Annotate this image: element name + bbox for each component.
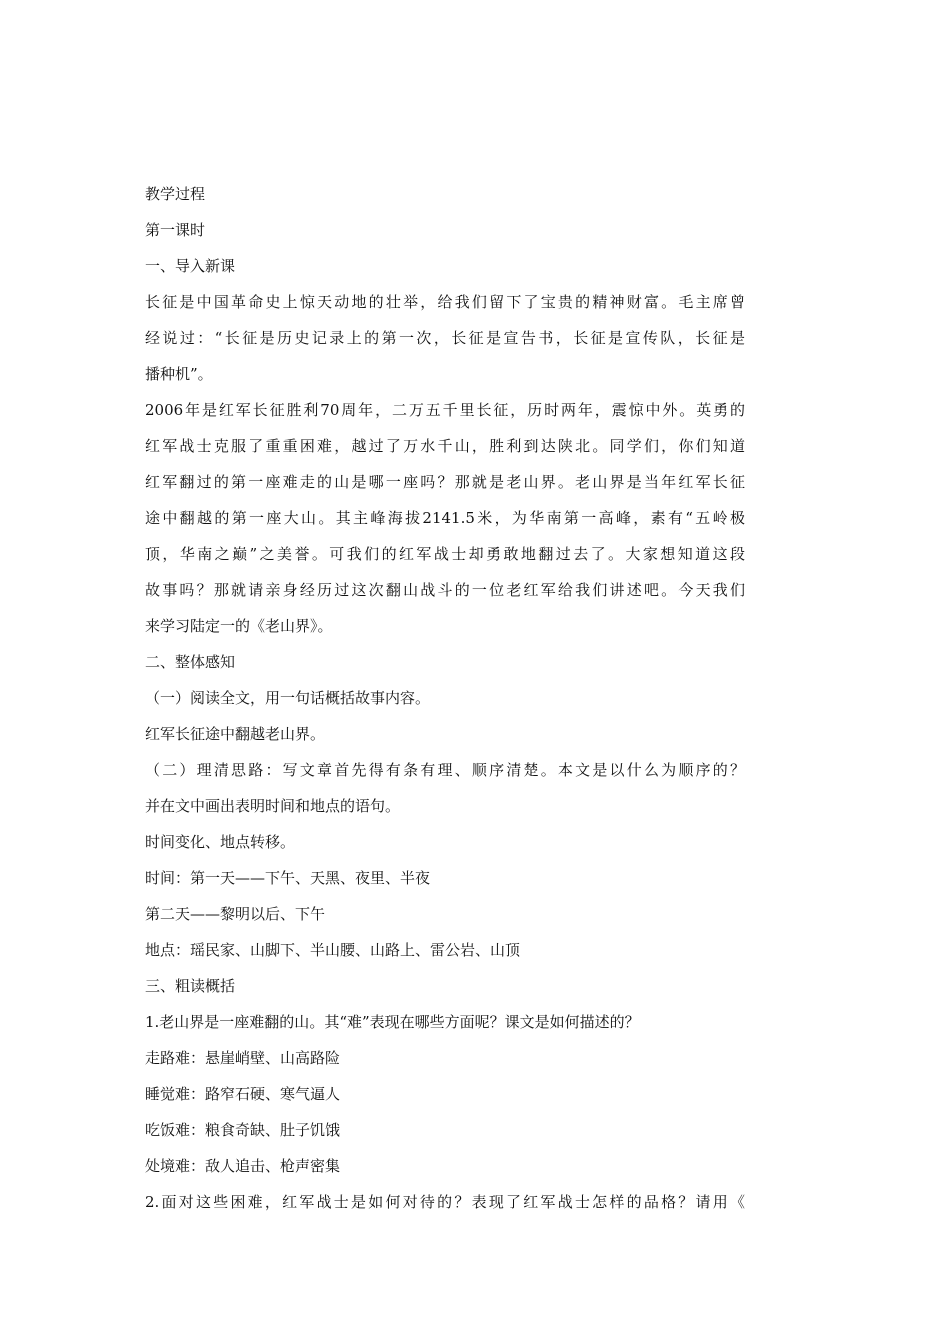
text-line: 并在文中画出表明时间和地点的语句。 xyxy=(145,797,401,815)
text-line: 时间变化、地点转移。 xyxy=(145,833,296,851)
text-line: 时间：第一天——下午、天黑、夜里、半夜 xyxy=(145,869,431,887)
text-line: 吃饭难：粮食奇缺、肚子饥饿 xyxy=(145,1121,341,1139)
text-line: （一）阅读全文，用一句话概括故事内容。 xyxy=(145,689,431,707)
text-line: 地点：瑶民家、山脚下、半山腰、山路上、雷公岩、山顶 xyxy=(145,941,521,959)
text-line: 途中翻越的第一座大山。其主峰海拔2141.5米，为华南第一高峰，素有“五岭极 xyxy=(145,509,745,527)
text-line: 播种机”。 xyxy=(145,365,213,383)
text-line: 2006年是红军长征胜利70周年，二万五千里长征，历时两年，震惊中外。英勇的 xyxy=(145,401,745,419)
text-line: 故事吗？那就请亲身经历过这次翻山战斗的一位老红军给我们讲述吧。今天我们 xyxy=(145,581,745,599)
text-line: 红军翻过的第一座难走的山是哪一座吗？那就是老山界。老山界是当年红军长征 xyxy=(145,473,745,491)
text-line: 睡觉难：路窄石硬、寒气逼人 xyxy=(145,1085,341,1103)
text-line: 三、粗读概括 xyxy=(145,977,236,995)
text-line: 2.面对这些困难，红军战士是如何对待的？表现了红军战士怎样的品格？请用《 xyxy=(145,1193,745,1211)
text-line: 1.老山界是一座难翻的山。其“难”表现在哪些方面呢？课文是如何描述的？ xyxy=(145,1013,640,1031)
text-line: 顶，华南之巅”之美誉。可我们的红军战士却勇敢地翻过去了。大家想知道这段 xyxy=(145,545,745,563)
text-line: 一、导入新课 xyxy=(145,257,236,275)
text-line: 第一课时 xyxy=(145,221,206,239)
text-line: （二）理清思路：写文章首先得有条有理、顺序清楚。本文是以什么为顺序的？ xyxy=(145,761,745,779)
text-line: 长征是中国革命史上惊天动地的壮举，给我们留下了宝贵的精神财富。毛主席曾 xyxy=(145,293,745,311)
text-line: 教学过程 xyxy=(145,185,206,203)
text-line: 二、整体感知 xyxy=(145,653,236,671)
text-line: 来学习陆定一的《老山界》。 xyxy=(145,617,333,635)
text-line: 经说过：“长征是历史记录上的第一次，长征是宣告书，长征是宣传队，长征是 xyxy=(145,329,745,347)
text-line: 处境难：敌人追击、枪声密集 xyxy=(145,1157,341,1175)
text-line: 红军战士克服了重重困难，越过了万水千山，胜利到达陕北。同学们，你们知道 xyxy=(145,437,745,455)
text-line: 走路难：悬崖峭壁、山高路险 xyxy=(145,1049,341,1067)
document-page xyxy=(145,176,745,1220)
text-line: 第二天——黎明以后、下午 xyxy=(145,905,326,923)
text-line: 红军长征途中翻越老山界。 xyxy=(145,725,326,743)
